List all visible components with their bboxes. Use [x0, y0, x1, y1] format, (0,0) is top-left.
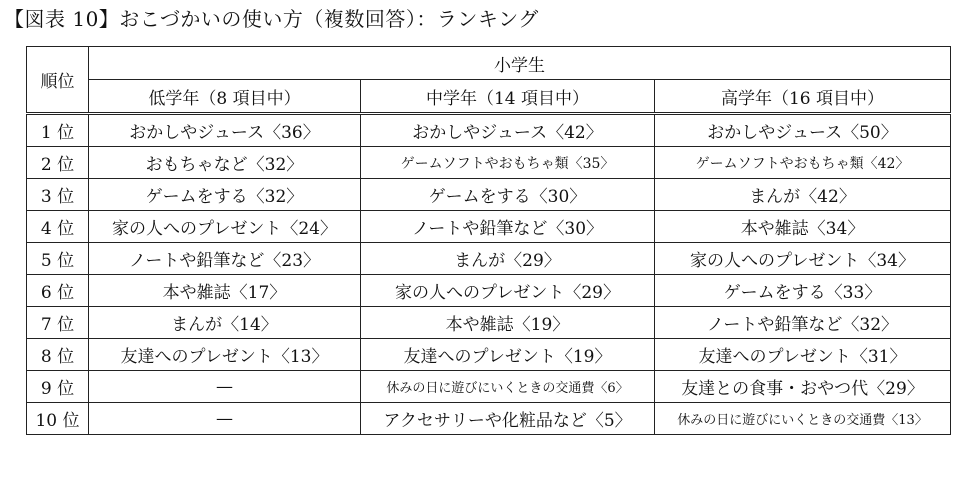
mid-grade-cell: ゲームをする〈30〉	[361, 179, 655, 211]
low-grade-cell: —	[89, 371, 361, 403]
group-header: 小学生	[89, 47, 951, 80]
low-grade-cell: ゲームをする〈32〉	[89, 179, 361, 211]
low-grade-cell: 家の人へのプレゼント〈24〉	[89, 211, 361, 243]
high-grade-cell: 休みの日に遊びにいくときの交通費〈13〉	[655, 403, 951, 435]
table-row	[27, 147, 951, 179]
high-grade-cell: ゲームソフトやおもちゃ類〈42〉	[655, 147, 951, 179]
rank-cell: 10 位	[27, 403, 89, 435]
rank-cell: 5 位	[27, 243, 89, 275]
low-grade-cell: おかしやジュース〈36〉	[89, 114, 361, 147]
table-row	[27, 339, 951, 371]
rank-cell: 8 位	[27, 339, 89, 371]
column-header-high: 高学年（16 項目中）	[655, 80, 951, 114]
column-header-low: 低学年（8 項目中）	[89, 80, 361, 114]
high-grade-cell: ゲームをする〈33〉	[655, 275, 951, 307]
low-grade-cell: まんが〈14〉	[89, 307, 361, 339]
high-grade-cell: まんが〈42〉	[655, 179, 951, 211]
low-grade-cell: 本や雑誌〈17〉	[89, 275, 361, 307]
low-grade-cell: ノートや鉛筆など〈23〉	[89, 243, 361, 275]
rank-cell: 1 位	[27, 114, 89, 147]
mid-grade-cell: ゲームソフトやおもちゃ類〈35〉	[361, 147, 655, 179]
mid-grade-cell: まんが〈29〉	[361, 243, 655, 275]
table-row	[27, 211, 951, 243]
high-grade-cell: 友達へのプレゼント〈31〉	[655, 339, 951, 371]
mid-grade-cell: 家の人へのプレゼント〈29〉	[361, 275, 655, 307]
rank-cell: 9 位	[27, 371, 89, 403]
mid-grade-cell: おかしやジュース〈42〉	[361, 114, 655, 147]
rank-cell: 3 位	[27, 179, 89, 211]
low-grade-cell: 友達へのプレゼント〈13〉	[89, 339, 361, 371]
high-grade-cell: 本や雑誌〈34〉	[655, 211, 951, 243]
low-grade-cell: おもちゃなど〈32〉	[89, 147, 361, 179]
high-grade-cell: 友達との食事・おやつ代〈29〉	[655, 371, 951, 403]
rank-cell: 6 位	[27, 275, 89, 307]
high-grade-cell: ノートや鉛筆など〈32〉	[655, 307, 951, 339]
rank-cell: 4 位	[27, 211, 89, 243]
mid-grade-cell: 本や雑誌〈19〉	[361, 307, 655, 339]
table-row	[27, 403, 951, 435]
table-row	[27, 371, 951, 403]
column-header-mid: 中学年（14 項目中）	[361, 80, 655, 114]
rank-cell: 2 位	[27, 147, 89, 179]
high-grade-cell: おかしやジュース〈50〉	[655, 114, 951, 147]
table-row	[27, 275, 951, 307]
high-grade-cell: 家の人へのプレゼント〈34〉	[655, 243, 951, 275]
table-row	[27, 307, 951, 339]
table-row	[27, 179, 951, 211]
table-row	[27, 243, 951, 275]
mid-grade-cell: 友達へのプレゼント〈19〉	[361, 339, 655, 371]
table-row	[27, 114, 951, 147]
ranking-table	[26, 46, 951, 435]
low-grade-cell: —	[89, 403, 361, 435]
rank-header: 順位	[27, 47, 89, 114]
mid-grade-cell: 休みの日に遊びにいくときの交通費〈6〉	[361, 371, 655, 403]
rank-cell: 7 位	[27, 307, 89, 339]
mid-grade-cell: ノートや鉛筆など〈30〉	[361, 211, 655, 243]
table-title: 【図表 10】おこづかいの使い方（複数回答）：ランキング	[4, 7, 539, 31]
mid-grade-cell: アクセサリーや化粧品など〈5〉	[361, 403, 655, 435]
